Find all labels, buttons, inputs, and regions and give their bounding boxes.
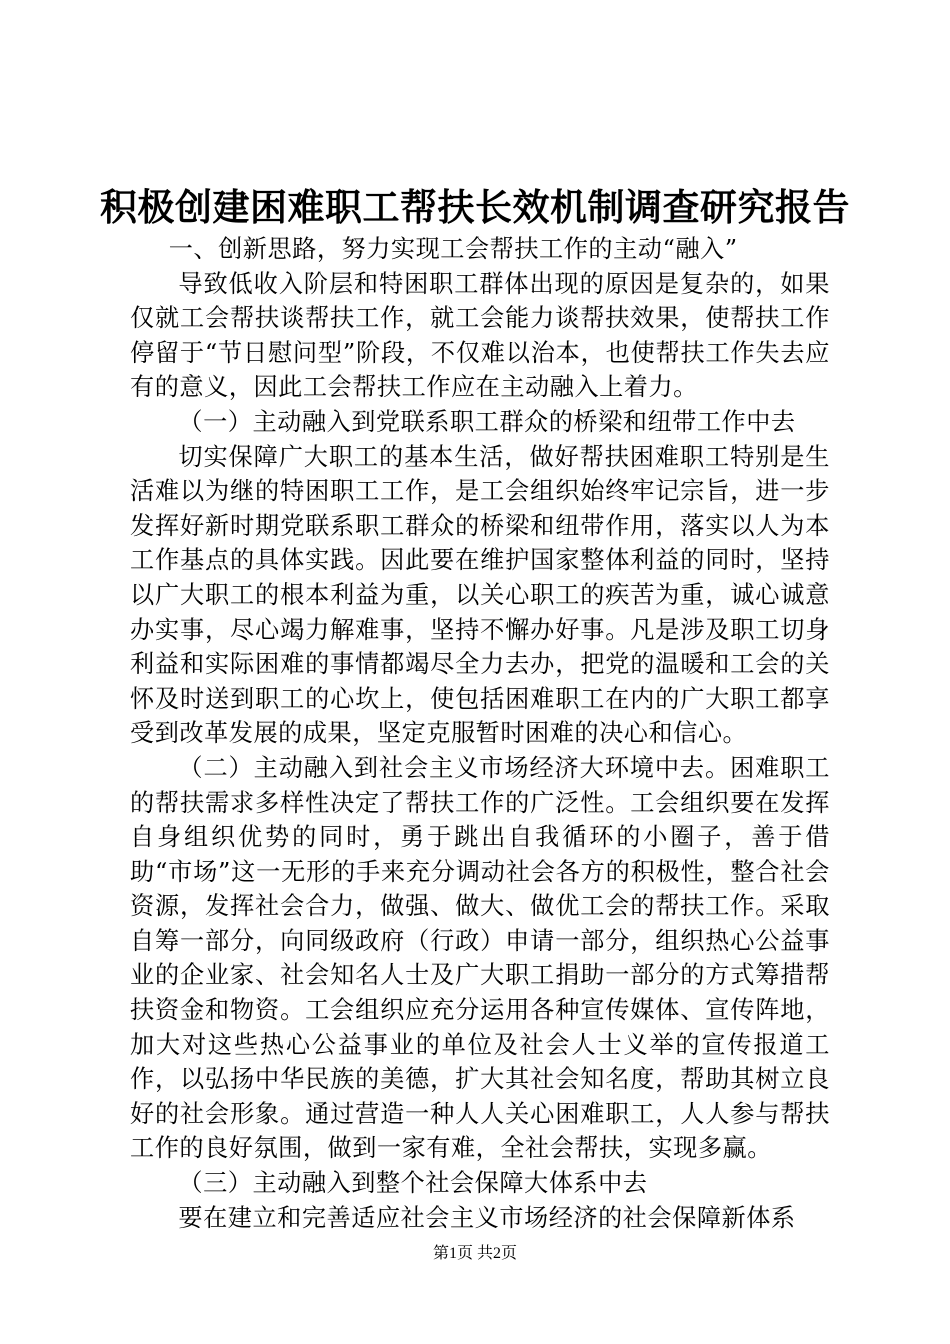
section-heading: 一、创新思路，努力实现工会帮扶工作的主动“融入” [168, 235, 738, 263]
paragraph: （二）主动融入到社会主义市场经济大环境中去。困难职工的帮扶需求多样性决定了帮扶工作的广泛性。工会组织要在发挥自身组织优势的同时，勇于跳出自我循环的小圈子，善于借助“市场”这一无形的手来充分调动社会各方的积极性，整合社会资源，发挥社会合力，做强、做大、做优工会的帮扶工作。采取自筹一部分，向同级政府（行政）申请一部分，组织热心公益事业的企业家、社会知名人士及广大职工捐助一部分的方式筹措帮扶资金和物资。工会组织应充分运用各种宣传媒体、宣传阵地，加大对这些热心公益事业的单位及社会人士义举的宣传报道工作，以弘扬中华民族的美德，扩大其社会知名度，帮助其树立良好的社会形象。通过营造一种人人关心困难职工，人人参与帮扶工作的良好氛围，做到一家有难，全社会帮扶，实现多赢。 [130, 753, 830, 1163]
document-title: 积极创建困难职工帮扶长效机制调查研究报告 [100, 185, 850, 229]
document-body [130, 232, 830, 1235]
subsection-heading: （三）主动融入到整个社会保障大体系中去 [178, 1169, 648, 1198]
subsection-heading: （一）主动融入到党联系职工群众的桥梁和纽带工作中去 [178, 407, 796, 436]
paragraph: 导致低收入阶层和特困职工群体出现的原因是复杂的，如果仅就工会帮扶谈帮扶工作，就工会能力谈帮扶效果，使帮扶工作停留于“节日慰问型”阶段，不仅难以治本，也使帮扶工作失去应有的意义，因此工会帮扶工作应在主动融入上着力。 [130, 269, 830, 402]
paragraph: 要在建立和完善适应社会主义市场经济的社会保障新体系 [178, 1203, 796, 1232]
paragraph: 切实保障广大职工的基本生活，做好帮扶困难职工特别是生活难以为继的特困职工工作，是工会组织始终牢记宗旨，进一步发挥好新时期党联系职工群众的桥梁和纽带作用，落实以人为本工作基点的具体实践。因此要在维护国家整体利益的同时，坚持以广大职工的根本利益为重，以关心职工的疾苦为重，诚心诚意办实事，尽心竭力解难事，坚持不懈办好事。凡是涉及职工切身利益和实际困难的事情都竭尽全力去办，把党的温暖和工会的关怀及时送到职工的心坎上，使包括困难职工在内的广大职工都享受到改革发展的成果，坚定克服暂时困难的决心和信心。 [130, 442, 830, 748]
page-footer: 第1页 共2页 [432, 1245, 517, 1262]
